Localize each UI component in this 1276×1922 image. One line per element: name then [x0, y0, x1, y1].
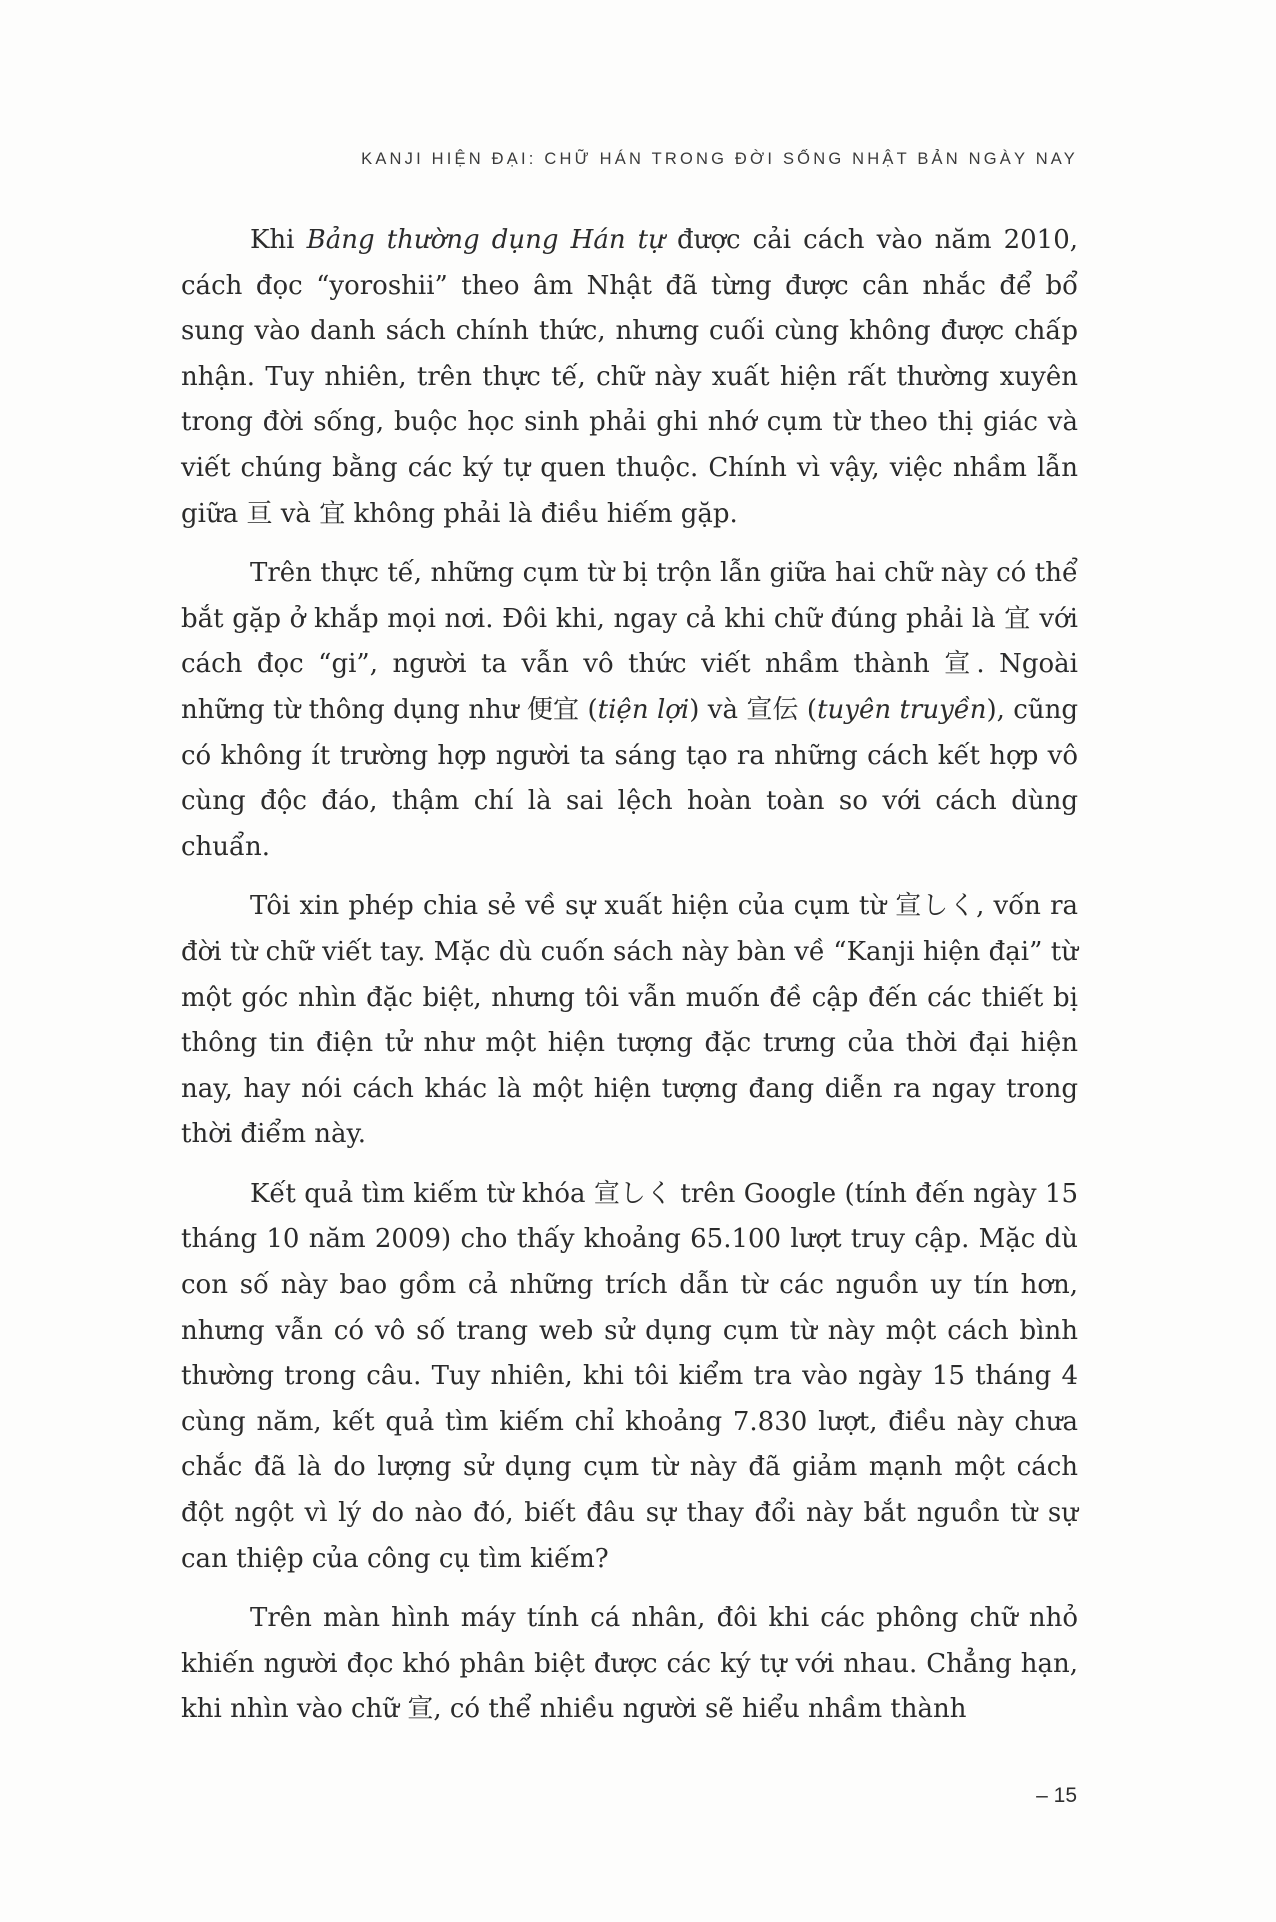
paragraph-1: [181, 218, 1078, 537]
term-tien-loi: tiện lợi: [597, 694, 690, 725]
paragraph-3: Tôi xin phép chia sẻ về sự xuất hiện của cụm từ 宣しく, vốn ra đời từ chữ viết tay. Mặc dù cuốn sách này bàn về “Kanji hiện đại” từ một góc nhìn đặc biệt, nhưng tôi vẫn muốn đề cập đến các thiết bị thông tin điện tử như một hiện tượng đặc trưng của thời đại hiện nay, hay nói cách khác là một hiện tượng đang diễn ra ngay trong thời điểm này.: [181, 891, 1078, 1150]
term-tuyen-truyen: tuyên truyền: [817, 694, 987, 725]
paragraph-2-text-b: ) và 宣伝 (: [689, 694, 818, 725]
paragraph-1-text-b: được cải cách vào năm 2010, cách đọc “yoroshii” theo âm Nhật đã từng được cân nhắc để bổ sung vào danh sách chính thức, nhưng cuối cùng không được chấp nhận. Tuy nhiên, trên thực tế, chữ này xuất hiện rất thường xuyên trong đời sống, buộc học sinh phải ghi nhớ cụm từ theo thị giác và viết chúng bằng các ký tự quen thuộc. Chính vì vậy, việc nhầm lẫn giữa 亘 và 宜 không phải là điều hiếm gặp.: [181, 225, 1079, 529]
paragraph-2-text-c: ), cũng có không ít trường hợp người ta sáng tạo ra những cách kết hợp vô cùng độc đáo, thậm chí là sai lệch hoàn toàn so với cách dùng chuẩn.: [181, 694, 1078, 862]
paragraph-5: Trên màn hình máy tính cá nhân, đôi khi các phông chữ nhỏ khiến người đọc khó phân biệt được các ký tự với nhau. Chẳng hạn, khi nhìn vào chữ 宣, có thể nhiều người sẽ hiểu nhầm thành: [181, 1603, 1078, 1725]
paragraph-1-text-a: Khi: [250, 225, 307, 255]
paragraph-2: [181, 551, 1078, 870]
running-header: KANJI HIỆN ĐẠI: CHỮ HÁN TRONG ĐỜI SỐNG NHẬT BẢN NGÀY NAY: [361, 150, 1078, 168]
body-text: [181, 218, 1078, 1733]
paragraph-4: Kết quả tìm kiếm từ khóa 宣しく trên Google (tính đến ngày 15 tháng 10 năm 2009) cho thấy khoảng 65.100 lượt truy cập. Mặc dù con số này bao gồm cả những trích dẫn từ các nguồn uy tín hơn, nhưng vẫn có vô số trang web sử dụng cụm từ này một cách bình thường trong câu. Tuy nhiên, khi tôi kiểm tra vào ngày 15 tháng 4 cùng năm, kết quả tìm kiếm chỉ khoảng 7.830 lượt, điều này chưa chắc đã là do lượng sử dụng cụm từ này đã giảm mạnh một cách đột ngột vì lý do nào đó, biết đâu sự thay đổi này bắt nguồn từ sự can thiệp của công cụ tìm kiếm?: [181, 1178, 1078, 1574]
term-jouyou-kanji-table: Bảng thường dụng Hán tự: [306, 225, 665, 255]
page-number: – 15: [1036, 1784, 1077, 1807]
paragraph-2-text-a: Trên thực tế, những cụm từ bị trộn lẫn giữa hai chữ này có thể bắt gặp ở khắp mọi nơi. Đôi khi, ngay cả khi chữ đúng phải là 宜 với cách đọc “gi”, người ta vẫn vô thức viết nhầm thành 宣. Ngoài những từ thông dụng như 便宜 (: [181, 558, 1078, 725]
